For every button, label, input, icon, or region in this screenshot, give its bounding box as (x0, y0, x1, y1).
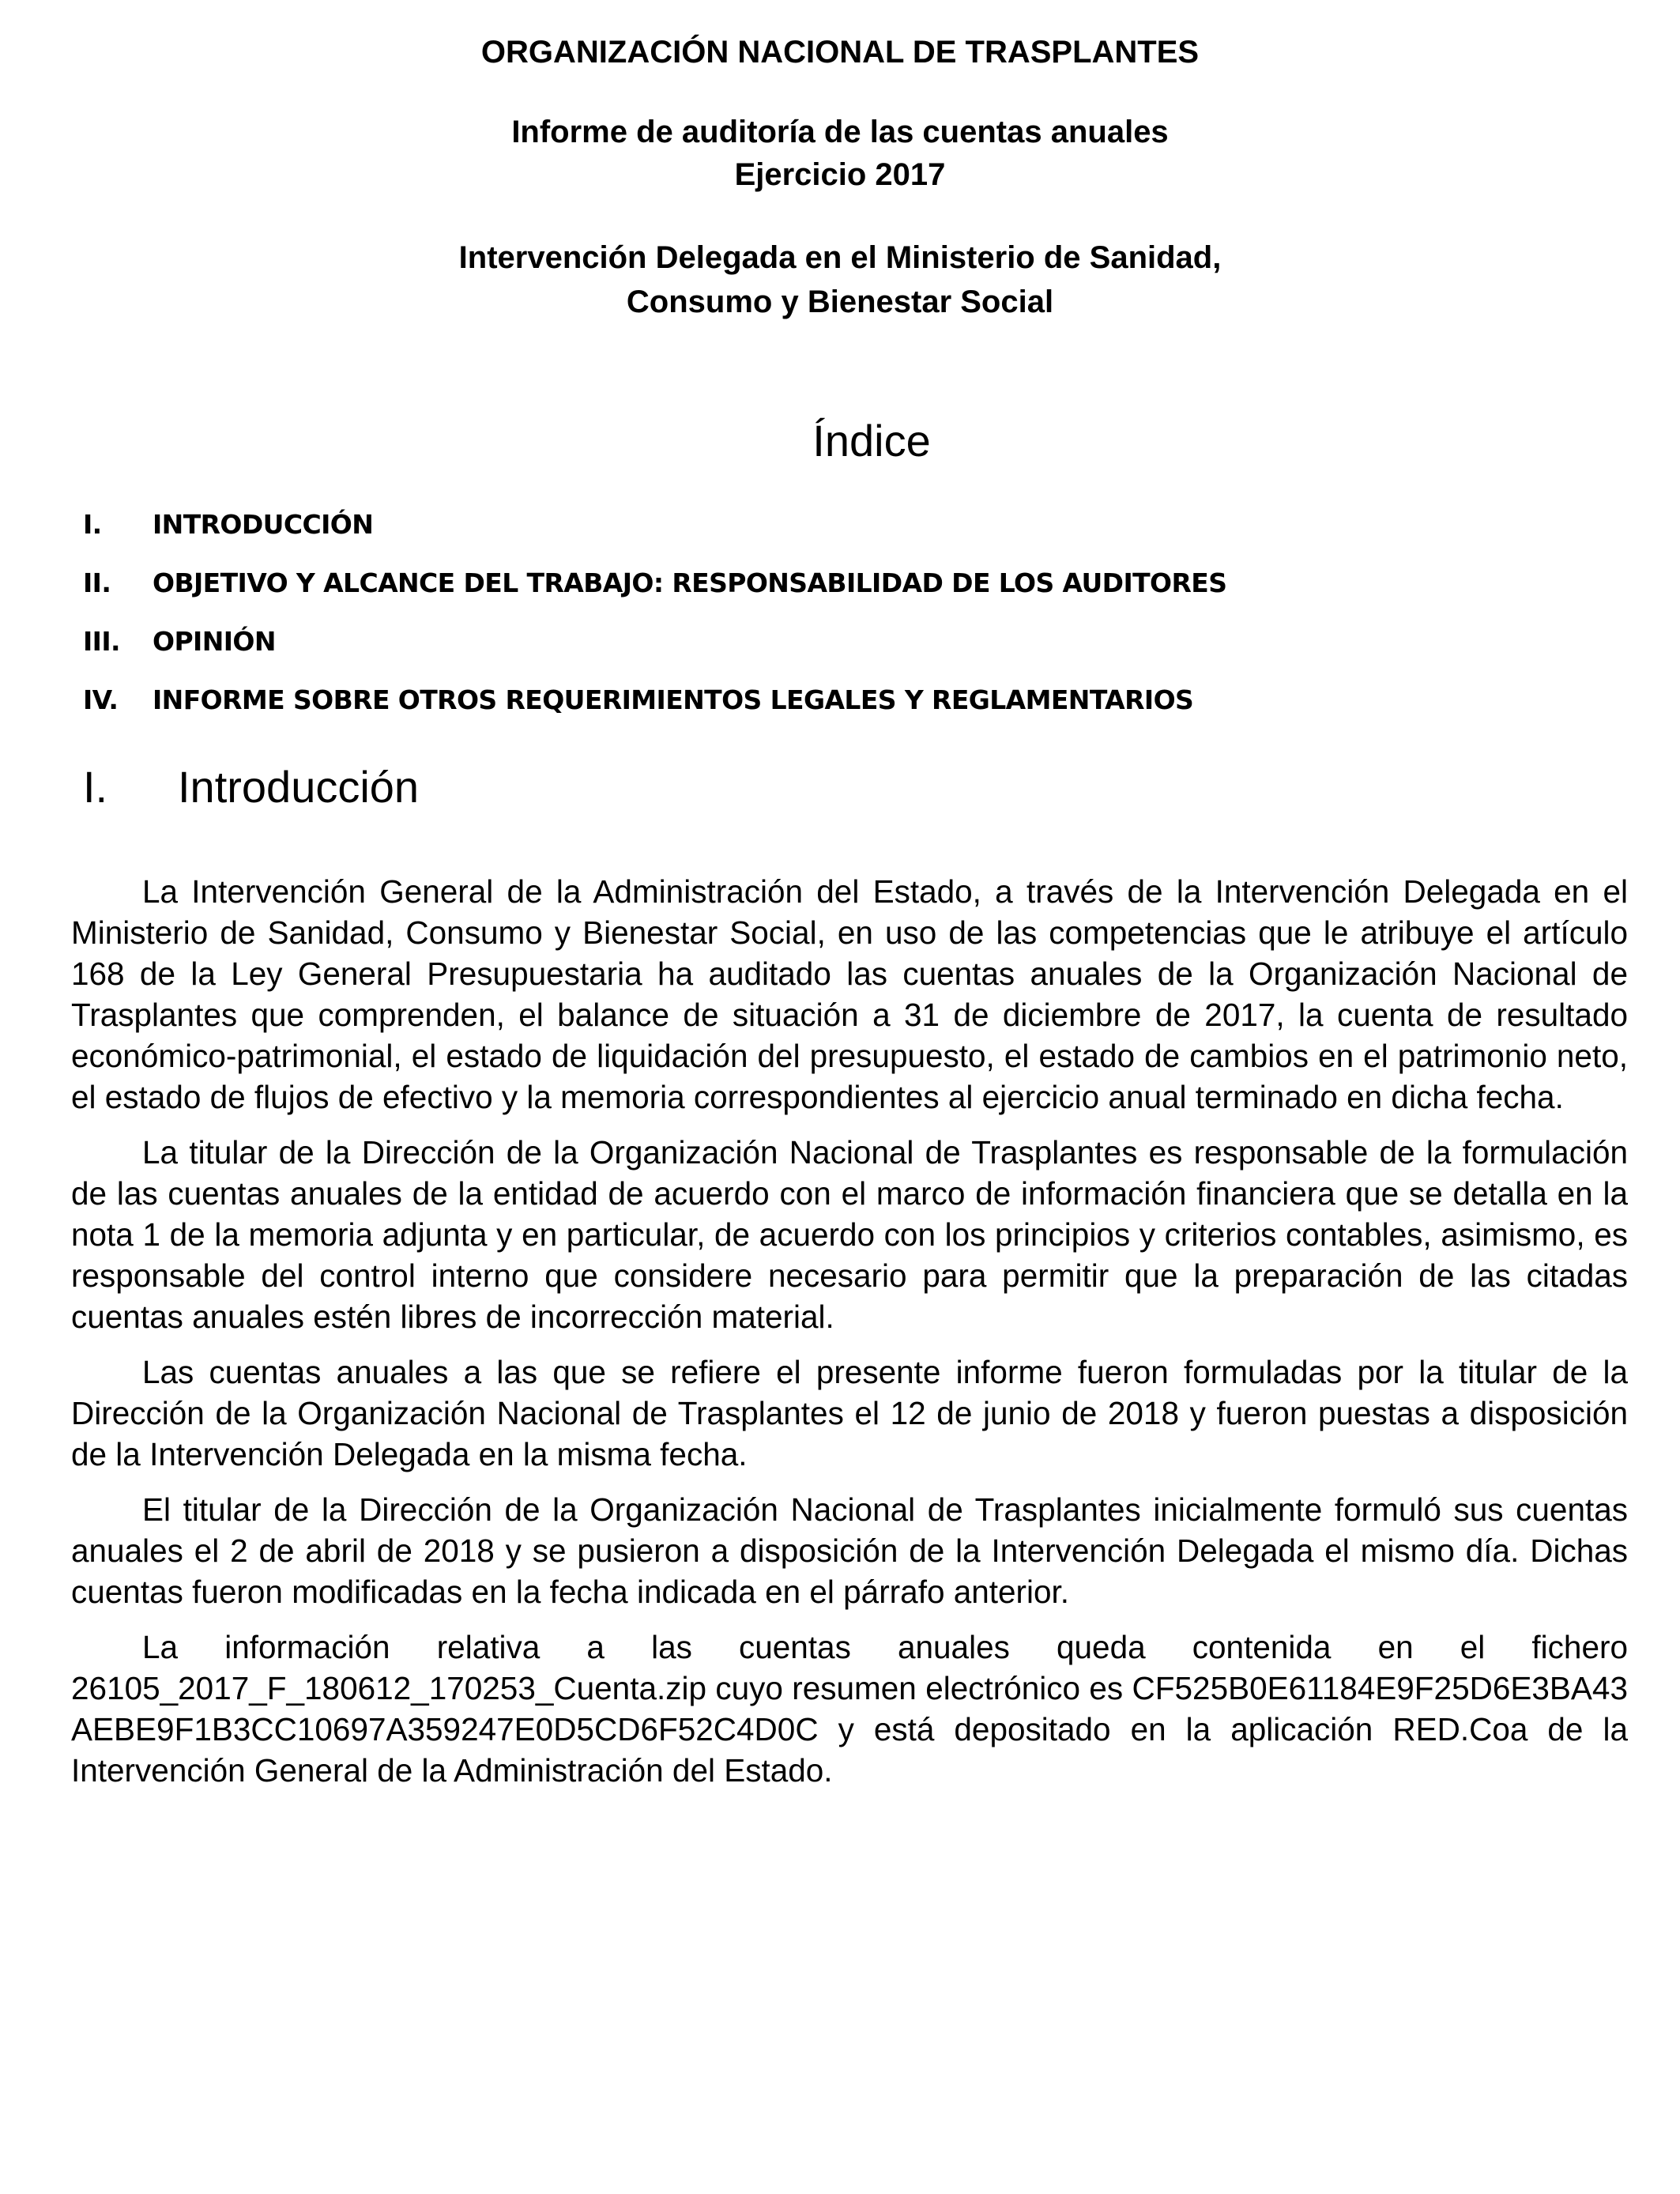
section-number: I. (83, 762, 108, 812)
report-title-block (0, 111, 1680, 196)
toc-item-number: III. (83, 625, 120, 657)
file-intro: La información relativa a las cuentas anuales queda contenida en el fichero (142, 1629, 1628, 1665)
toc-item-label: OBJETIVO Y ALCANCE DEL TRABAJO: RESPONSABILIDAD DE LOS AUDITORES (153, 567, 1227, 598)
toc-item[interactable] (83, 553, 1584, 612)
toc-item-number: II. (83, 567, 111, 598)
organization-title: ORGANIZACIÓN NACIONAL DE TRASPLANTES (480, 35, 1200, 70)
intervention-line-2: Consumo y Bienestar Social (626, 285, 1054, 319)
file-paragraph (71, 1627, 1628, 1791)
section-heading (83, 756, 419, 819)
paragraph: La titular de la Dirección de la Organización Nacional de Trasplantes es responsable de la formulación de las cuentas anuales de la entidad de acuerdo con el marco de información financiera que se detalla en la nota 1 de la memoria adjunta y en particular, de acuerdo con los principios y criterios contables, asimismo, es responsable del control interno que considere necesario para permitir que la preparación de las citadas cuentas anuales estén libres de incorrección material. (71, 1134, 1628, 1335)
paragraph: La Intervención General de la Administración del Estado, a través de la Intervención Delegada en el Ministerio de Sanidad, Consumo y Bienestar Social, en uso de las competencias que le atribuye el artículo 168 de la Ley General Presupuestaria ha auditado las cuentas anuales de la Organización Nacional de Trasplantes que comprenden, el balance de situación a 31 de diciembre de 2017, la cuenta de resultado económico-patrimonial, el estado de liquidación del presupuesto, el estado de cambios en el patrimonio neto, el estado de flujos de efectivo y la memoria correspondientes al ejercicio anual terminado en dicha fecha. (71, 873, 1628, 1115)
section-title: Introducción (178, 762, 420, 812)
file-name: 26105_2017_F_180612_170253_Cuenta.zip (71, 1670, 706, 1706)
body-text (71, 871, 1628, 1805)
toc-item[interactable] (83, 612, 1584, 670)
intervention-line-1: Intervención Delegada en el Ministerio de Sanidad, (458, 240, 1222, 275)
toc-item-label: INFORME SOBRE OTROS REQUERIMIENTOS LEGALES Y REGLAMENTARIOS (153, 684, 1194, 715)
paragraph: Las cuentas anuales a las que se refiere el presente informe fueron formuladas por la titular de la Dirección de la Organización Nacional de Trasplantes el 12 de junio de 2018 y fueron puestas a disposición de la Intervención Delegada en la misma fecha. (71, 1354, 1628, 1472)
paragraph: El titular de la Dirección de la Organización Nacional de Trasplantes inicialmente formuló sus cuentas anuales el 2 de abril de 2018 y se pusieron a disposición de la Intervención Delegada el mismo día. Dichas cuentas fueron modificadas en la fecha indicada en el párrafo anterior. (71, 1491, 1628, 1610)
fiscal-year: Ejercicio 2017 (734, 157, 946, 192)
toc-item-number: IV. (83, 684, 119, 715)
toc-item[interactable] (83, 670, 1584, 729)
table-of-contents (83, 495, 1584, 729)
toc-item-label: OPINIÓN (153, 625, 276, 657)
toc-item[interactable] (83, 495, 1584, 553)
file-outro: y está depositado en la aplicación RED.Coa de la Intervención General de la Administración del Estado. (71, 1711, 1628, 1789)
toc-item-label: INTRODUCCIÓN (153, 508, 374, 540)
index-title: Índice (812, 416, 931, 466)
toc-item-number: I. (83, 508, 102, 540)
report-title: Informe de auditoría de las cuentas anuales (511, 115, 1169, 149)
intervention-block (0, 236, 1680, 324)
file-summary-label: cuyo resumen electrónico es (715, 1670, 1124, 1706)
file-hash: CF525B0E61184E9F25D6E3BA43AEBE9F1B3CC10697A359247E0D5CD6F52C4D0C (71, 1670, 1628, 1747)
